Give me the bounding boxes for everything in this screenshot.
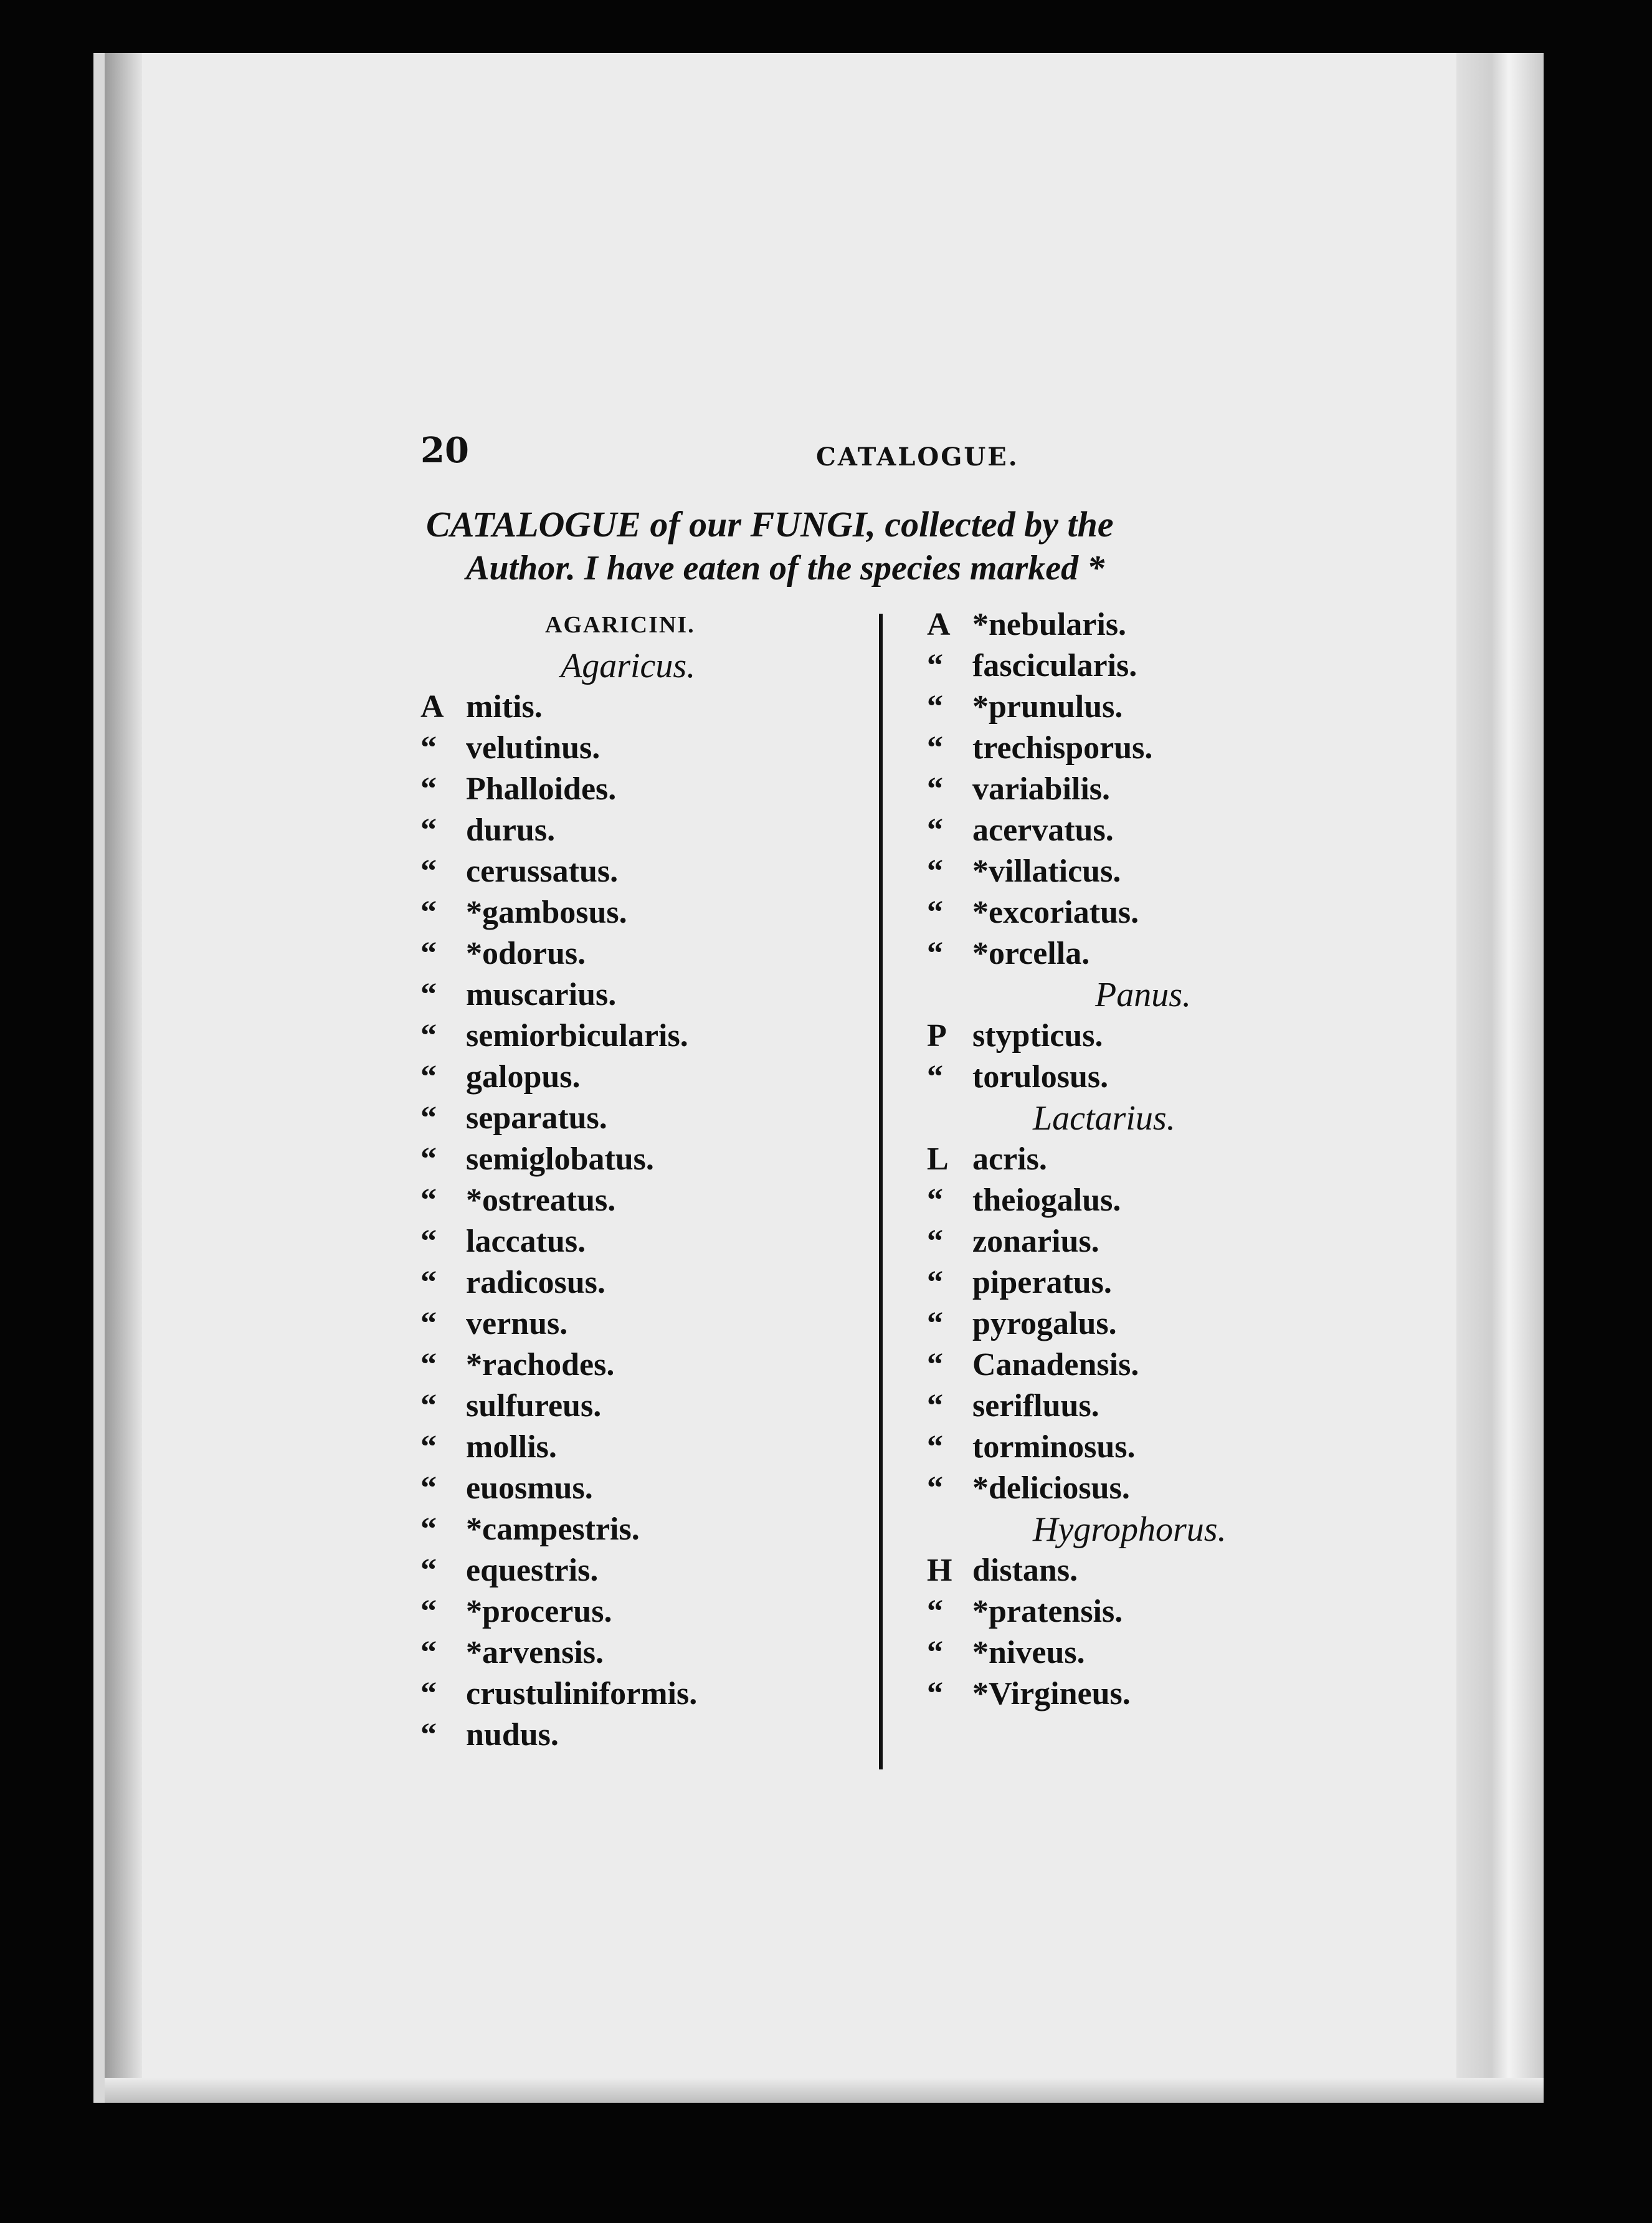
species-entry [420, 1057, 697, 1098]
species-name: equestris. [458, 1553, 599, 1588]
species-name: *excoriatus. [964, 895, 1139, 930]
species-entry [420, 1591, 697, 1632]
species-entry [927, 1591, 1227, 1632]
species-entry [420, 1509, 697, 1550]
entry-lead-mark: “ [420, 1347, 437, 1383]
species-name: *odorus. [458, 936, 586, 971]
species-name: piperatus. [964, 1265, 1112, 1300]
species-name: vernus. [458, 1306, 568, 1341]
entry-lead-mark: “ [927, 1347, 943, 1383]
species-name: *nebularis. [964, 607, 1127, 642]
page-gutter-shadow [105, 53, 142, 2103]
species-entry [420, 974, 697, 1016]
species-entry [420, 1427, 697, 1468]
book-page [93, 53, 1544, 2103]
genus-heading: Lactarius. [1033, 1099, 1175, 1138]
species-name: *Virgineus. [964, 1676, 1131, 1711]
species-entry [420, 1715, 697, 1756]
entry-lead-mark: “ [927, 936, 943, 971]
species-entry [927, 1139, 1227, 1180]
species-name: cerussatus. [458, 854, 619, 889]
page-number: 20 [420, 430, 469, 471]
entry-lead-mark: “ [927, 1676, 943, 1711]
species-entry [927, 1262, 1227, 1303]
entry-lead-mark: “ [927, 1470, 943, 1506]
column-divider [879, 614, 883, 1769]
entry-lead-mark: A [927, 607, 951, 642]
species-name: radicosus. [458, 1265, 605, 1300]
species-entry [927, 1221, 1227, 1262]
species-name: *niveus. [964, 1635, 1085, 1670]
species-name: distans. [964, 1553, 1078, 1588]
species-entry [927, 1386, 1227, 1427]
species-name: *villaticus. [964, 854, 1121, 889]
species-entry [420, 1550, 697, 1591]
species-name: *pratensis. [964, 1594, 1123, 1629]
entry-lead-mark: “ [420, 1470, 437, 1506]
species-name: Canadensis. [964, 1347, 1139, 1383]
entry-lead-mark: “ [420, 812, 437, 848]
entry-lead-mark: “ [927, 1183, 943, 1218]
species-name: nudus. [458, 1717, 559, 1753]
species-name: mitis. [458, 689, 543, 725]
species-entry [927, 687, 1227, 728]
entry-lead-mark: “ [420, 1594, 437, 1629]
species-name: crustuliniformis. [458, 1676, 698, 1711]
entry-lead-mark: “ [927, 1429, 943, 1465]
species-entry [927, 1180, 1227, 1221]
entry-lead-mark: “ [927, 648, 943, 683]
species-entry [420, 687, 697, 728]
entry-lead-mark: “ [927, 730, 943, 766]
genus-heading: Agaricus. [561, 647, 696, 685]
species-entry [420, 1632, 697, 1673]
entry-lead-mark: “ [420, 730, 437, 766]
entry-lead-mark: A [420, 689, 444, 725]
species-name: durus. [458, 812, 556, 848]
catalogue-title-line-1: CATALOGUE of our FUNGI, collected by the [426, 504, 1114, 545]
species-name: mollis. [458, 1429, 557, 1465]
entry-lead-mark: “ [420, 1676, 437, 1711]
entry-lead-mark: “ [420, 1717, 437, 1753]
species-entry [927, 892, 1227, 933]
species-entry [420, 1386, 697, 1427]
entry-lead-mark: “ [420, 1511, 437, 1547]
species-entry [927, 769, 1227, 810]
entry-lead-mark: “ [420, 1635, 437, 1670]
species-name: *deliciosus. [964, 1470, 1130, 1506]
species-name: *procerus. [458, 1594, 612, 1629]
species-entry [420, 810, 697, 851]
species-name: separatus. [458, 1100, 607, 1136]
species-name: *rachodes. [458, 1347, 615, 1383]
species-name: torminosus. [964, 1429, 1136, 1465]
species-name: theiogalus. [964, 1183, 1121, 1218]
species-name: *campestris. [458, 1511, 640, 1547]
species-name: *arvensis. [458, 1635, 604, 1670]
entry-lead-mark: “ [927, 1224, 943, 1259]
entry-lead-mark: “ [927, 771, 943, 807]
entry-lead-mark: “ [420, 1306, 437, 1341]
species-name: stypticus. [964, 1018, 1103, 1054]
entry-lead-mark: “ [927, 1265, 943, 1300]
species-name: sulfureus. [458, 1388, 602, 1424]
species-entry [927, 1057, 1227, 1098]
species-entry [927, 933, 1227, 974]
entry-lead-mark: “ [927, 689, 943, 725]
species-name: semiorbicularis. [458, 1018, 688, 1054]
species-name: serifluus. [964, 1388, 1099, 1424]
species-entry [420, 1180, 697, 1221]
family-heading: AGARICINI. [545, 612, 695, 638]
entry-lead-mark: “ [420, 1018, 437, 1054]
catalogue-title-line-2: Author. I have eaten of the species marked * [466, 549, 1105, 588]
page-bottom-edge [105, 2078, 1544, 2103]
species-name: muscarius. [458, 977, 617, 1012]
species-name: acris. [964, 1141, 1047, 1177]
species-entry [927, 810, 1227, 851]
entry-lead-mark: “ [420, 1553, 437, 1588]
entry-lead-mark: “ [927, 1388, 943, 1424]
species-entry [927, 851, 1227, 892]
species-entry [420, 1303, 697, 1345]
species-entry [420, 851, 697, 892]
entry-lead-mark: “ [420, 977, 437, 1012]
species-entry [420, 1098, 697, 1139]
entry-lead-mark: “ [420, 1224, 437, 1259]
entry-lead-mark: “ [927, 1635, 943, 1670]
species-entry [927, 728, 1227, 769]
page-fold-edge [1456, 53, 1544, 2103]
species-entry [420, 1016, 697, 1057]
entry-lead-mark: “ [420, 1388, 437, 1424]
entry-lead-mark: “ [420, 771, 437, 807]
entry-lead-mark: L [927, 1141, 949, 1177]
species-entry [420, 933, 697, 974]
species-name: velutinus. [458, 730, 601, 766]
species-name: Phalloides. [458, 771, 617, 807]
entry-lead-mark: “ [420, 1265, 437, 1300]
entry-lead-mark: “ [420, 1141, 437, 1177]
genus-heading: Panus. [1095, 976, 1191, 1014]
entry-lead-mark: “ [420, 1100, 437, 1136]
entry-lead-mark: “ [927, 1306, 943, 1341]
species-name: laccatus. [458, 1224, 586, 1259]
entry-lead-mark: “ [420, 895, 437, 930]
species-name: pyrogalus. [964, 1306, 1117, 1341]
entry-lead-mark: H [927, 1553, 952, 1588]
entry-lead-mark: “ [927, 812, 943, 848]
species-name: trechisporus. [964, 730, 1153, 766]
entry-lead-mark: “ [927, 895, 943, 930]
species-name: galopus. [458, 1059, 581, 1095]
species-entry [927, 1345, 1227, 1386]
entry-lead-mark: “ [420, 1183, 437, 1218]
entry-lead-mark: “ [420, 1429, 437, 1465]
species-name: zonarius. [964, 1224, 1099, 1259]
species-entry [420, 1345, 697, 1386]
species-name: *prunulus. [964, 689, 1123, 725]
right-column [927, 604, 1227, 1715]
species-name: *orcella. [964, 936, 1090, 971]
entry-lead-mark: “ [927, 854, 943, 889]
entry-lead-mark: P [927, 1018, 947, 1054]
species-name: *ostreatus. [458, 1183, 616, 1218]
species-entry [420, 892, 697, 933]
species-entry [927, 1468, 1227, 1509]
species-entry [420, 728, 697, 769]
species-name: acervatus. [964, 812, 1114, 848]
entry-lead-mark: “ [420, 854, 437, 889]
species-entry [420, 1468, 697, 1509]
species-entry [420, 769, 697, 810]
species-entry [420, 1262, 697, 1303]
species-entry [927, 1550, 1227, 1591]
species-entry [420, 1139, 697, 1180]
species-entry [927, 1016, 1227, 1057]
species-name: fascicularis. [964, 648, 1137, 683]
species-name: *gambosus. [458, 895, 627, 930]
species-entry [927, 645, 1227, 687]
species-name: torulosus. [964, 1059, 1109, 1095]
species-name: semiglobatus. [458, 1141, 654, 1177]
species-name: variabilis. [964, 771, 1111, 807]
running-title: CATALOGUE. [816, 442, 1019, 472]
species-entry [927, 1673, 1227, 1715]
species-entry [927, 1632, 1227, 1673]
species-entry [927, 1427, 1227, 1468]
species-entry [420, 1221, 697, 1262]
species-entry [927, 604, 1227, 645]
genus-heading: Hygrophorus. [1033, 1510, 1227, 1549]
entry-lead-mark: “ [927, 1594, 943, 1629]
species-entry [420, 1673, 697, 1715]
entry-lead-mark: “ [927, 1059, 943, 1095]
entry-lead-mark: “ [420, 936, 437, 971]
entry-lead-mark: “ [420, 1059, 437, 1095]
species-entry [927, 1303, 1227, 1345]
species-name: euosmus. [458, 1470, 593, 1506]
left-column [420, 604, 697, 1756]
